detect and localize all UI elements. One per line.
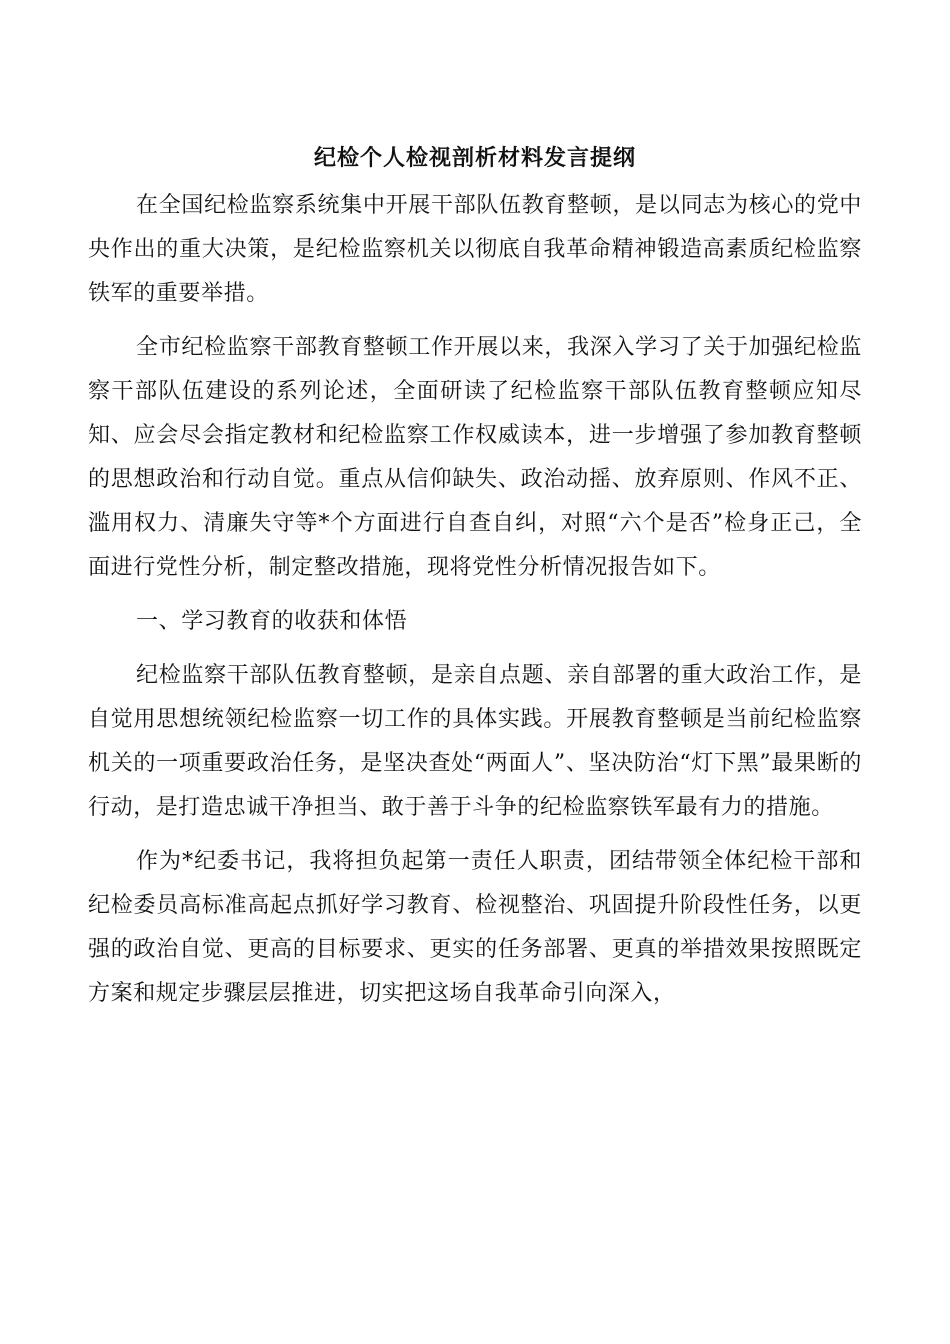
body-paragraph: 在全国纪检监察系统集中开展干部队伍教育整顿，是以同志为核心的党中央作出的重大决策，是纪检监察机关以彻底自我革命精神锻造高素质纪检监察铁军的重要举措。 [88,193,862,306]
body-paragraph: 作为*纪委书记，我将担负起第一责任人职责，团结带领全体纪检干部和纪检委员高标准高起点抓好学习教育、检视整治、巩固提升阶段性任务，以更强的政治自觉、更高的目标要求、更实的任务部署、更真的举措效果按照既定方案和规定步骤层层推进，切实把这场自我革命引向深入， [88,849,862,1006]
section-heading: 一、学习教育的收获和体悟 [136,609,408,634]
body-paragraph: 全市纪检监察干部教育整顿工作开展以来，我深入学习了关于加强纪检监察干部队伍建设的系列论述，全面研读了纪检监察干部队伍教育整顿应知尽知、应会尽会指定教材和纪检监察工作权威读本，进一步增强了参加教育整顿的思想政治和行动自觉。重点从信仰缺失、政治动摇、放弃原则、作风不正、滥用权力、清廉失守等*个方面进行自查自纠，对照“六个是否”检身正己，全面进行党性分析，制定整改措施，现将党性分析情况报告如下。 [88,335,862,580]
document-title: 纪检个人检视剖析材料发言提纲 [313,145,636,171]
body-paragraph: 纪检监察干部队伍教育整顿，是亲自点题、亲自部署的重大政治工作，是自觉用思想统领纪检监察一切工作的具体实践。开展教育整顿是当前纪检监察机关的一项重要政治任务，是坚决查处“两面人”、坚决防治“灯下黑”最果断的行动，是打造忠诚干净担当、敢于善于斗争的纪检监察铁军最有力的措施。 [88,663,862,820]
